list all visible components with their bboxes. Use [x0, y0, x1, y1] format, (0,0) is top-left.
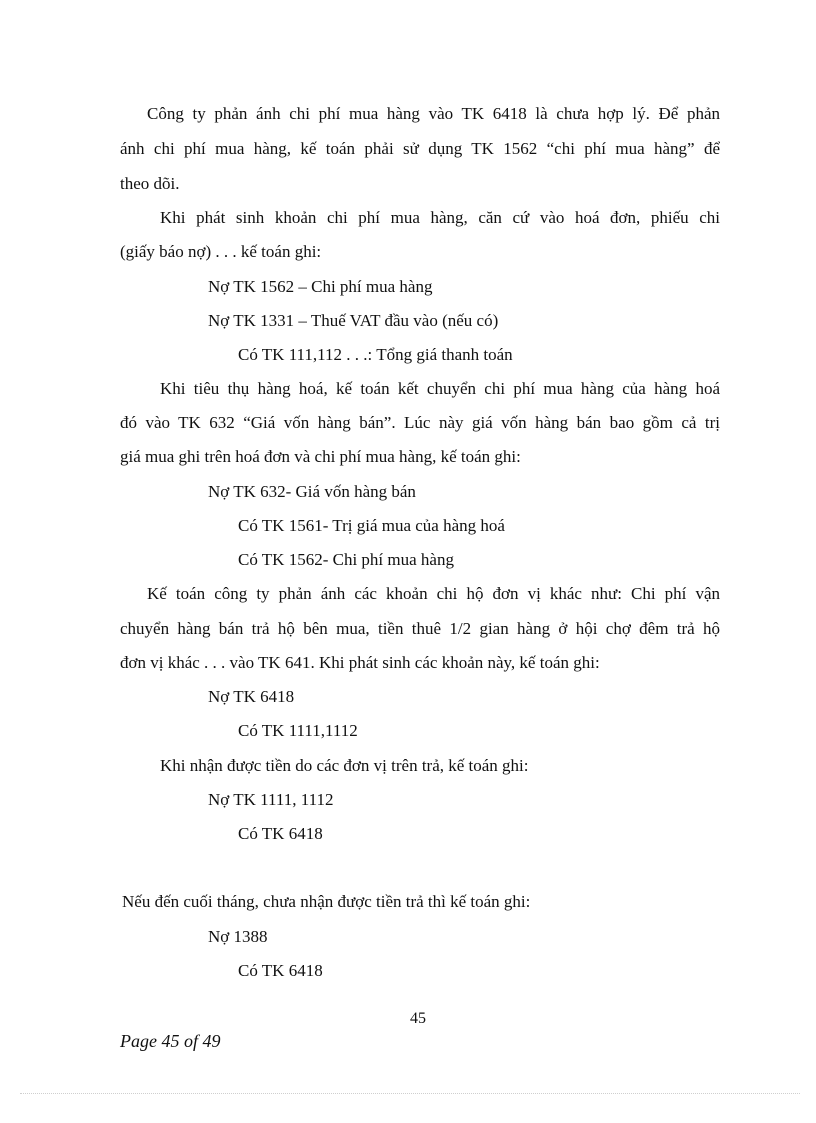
paragraph-line: ánh chi phí mua hàng, kế toán phải sử dụng TK 1562 “chi phí mua hàng” để: [120, 139, 720, 158]
entry-line: Có TK 1562- Chi phí mua hàng: [238, 550, 454, 569]
paragraph-line: giá mua ghi trên hoá đơn và chi phí mua hàng, kế toán ghi:: [120, 447, 521, 466]
entry-line: Nợ TK 1111, 1112: [208, 790, 334, 809]
page-bottom-divider: [20, 1093, 800, 1094]
entry-line: Nợ TK 6418: [208, 687, 295, 706]
paragraph-line: Nếu đến cuối tháng, chưa nhận được tiền trả thì kế toán ghi:: [122, 892, 531, 911]
entry-line: Nợ TK 1331 – Thuế VAT đầu vào (nếu có): [208, 311, 499, 330]
paragraph-line: Khi phát sinh khoản chi phí mua hàng, căn cứ vào hoá đơn, phiếu chi: [160, 208, 720, 227]
paragraph-line: Khi tiêu thụ hàng hoá, kế toán kết chuyển chi phí mua hàng của hàng hoá: [160, 379, 720, 398]
entry-line: Có TK 6418: [238, 824, 323, 843]
paragraph-line: đó vào TK 632 “Giá vốn hàng bán”. Lúc này giá vốn hàng bán bao gồm cả trị: [120, 413, 720, 432]
entry-line: Có TK 1111,1112: [238, 721, 358, 740]
entry-line: Có TK 1561- Trị giá mua của hàng hoá: [238, 516, 505, 535]
paragraph-line: Công ty phản ánh chi phí mua hàng vào TK 6418 là chưa hợp lý. Để phản: [147, 104, 720, 123]
paragraph-line: theo dõi.: [120, 174, 180, 193]
entry-line: Có TK 111,112 . . .: Tổng giá thanh toán: [238, 345, 513, 364]
paragraph-line: Khi nhận được tiền do các đơn vị trên trả, kế toán ghi:: [160, 756, 529, 775]
paragraph-line: đơn vị khác . . . vào TK 641. Khi phát sinh các khoản này, kế toán ghi:: [120, 653, 600, 672]
paragraph-line: chuyển hàng bán trả hộ bên mua, tiền thuê 1/2 gian hàng ở hội chợ đêm trả hộ: [120, 619, 720, 638]
entry-line: Nợ TK 1562 – Chi phí mua hàng: [208, 277, 433, 296]
page-footer: Page 45 of 49: [120, 1031, 221, 1051]
paragraph-line: (giấy báo nợ) . . . kế toán ghi:: [120, 242, 322, 261]
entry-line: Có TK 6418: [238, 961, 323, 980]
entry-line: Nợ 1388: [208, 927, 268, 946]
entry-line: Nợ TK 632- Giá vốn hàng bán: [208, 482, 416, 501]
page-number: 45: [410, 1010, 426, 1027]
paragraph-line: Kế toán công ty phản ánh các khoản chi hộ đơn vị khác như: Chi phí vận: [147, 584, 720, 603]
